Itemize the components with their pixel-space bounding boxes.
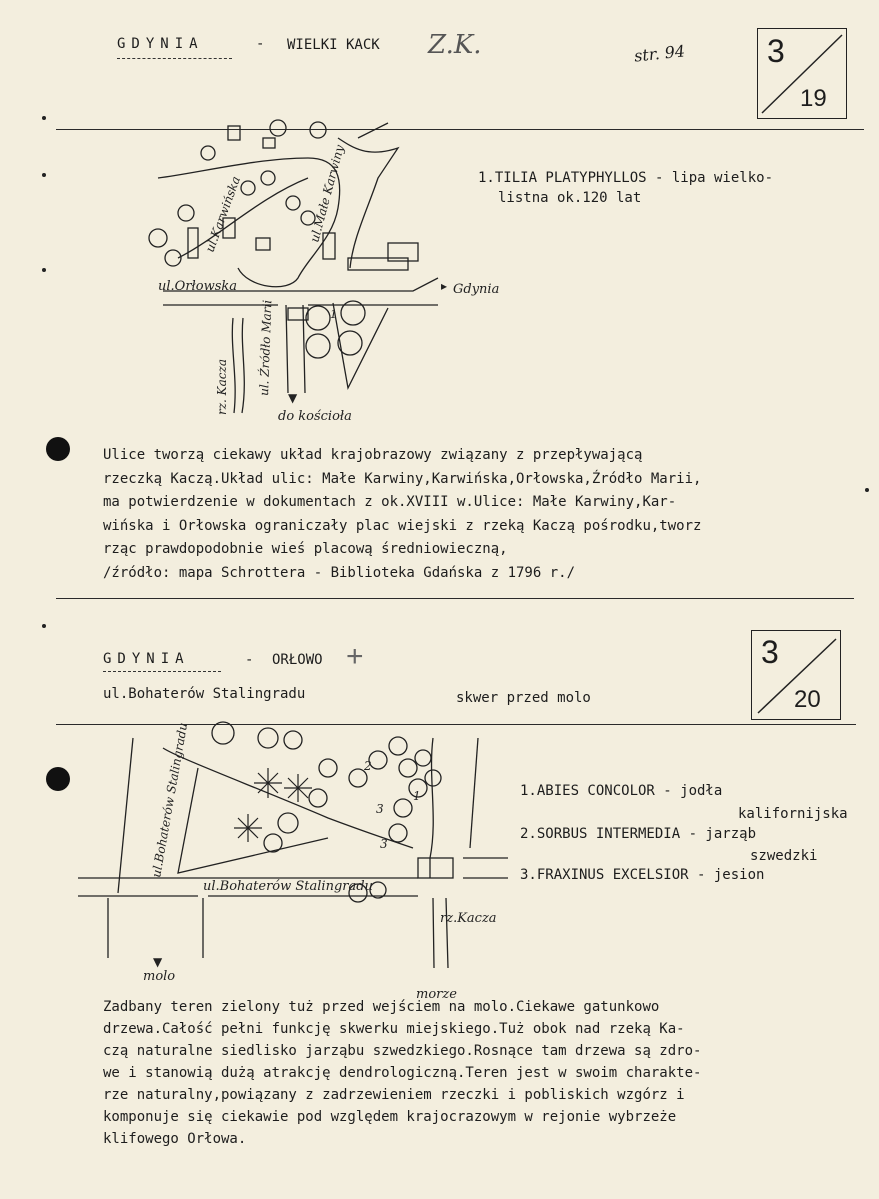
map2-num-2: 2: [364, 759, 372, 773]
map1-label-kacza: rz. Kacza: [215, 358, 229, 415]
entry1-district: WIELKI KACK: [287, 37, 380, 53]
entry2-place: skwer przed molo: [456, 690, 591, 706]
svg-text:▼: ▼: [288, 391, 298, 405]
entry2-number-top: 3: [761, 634, 779, 670]
map2-num-3a: 3: [376, 802, 384, 816]
map1-label-kosciola: do kościoła: [278, 409, 352, 424]
map1-label-karwinska: ul.Karwińska: [202, 174, 244, 255]
entry2-desc-line: we i stanowią dużą atrakcję dendrologiczną.Teren jest w swoim charakte-: [103, 1065, 702, 1081]
entry1-page-ref: str. 94: [633, 41, 686, 66]
punch-hole-bottom: [46, 767, 70, 791]
entry1-description: [103, 444, 701, 585]
square-outline: [178, 768, 328, 873]
map2-label-bohaterow-horizontal: ul.Bohaterów Stalingradu: [203, 879, 373, 894]
entry2-desc-line: klifowego Orłowa.: [103, 1131, 247, 1147]
entry2-district: ORŁOWO: [272, 652, 323, 668]
map2-label-bohaterow-vertical: ul.Bohaterów Stalingradu: [149, 721, 191, 879]
entry2-street: ul.Bohaterów Stalingradu: [103, 686, 306, 702]
entry2-tree-line-3: 2.SORBUS INTERMEDIA - jarząb: [520, 826, 757, 842]
entry1-number-box: [757, 28, 847, 119]
entry2-description: [103, 996, 701, 1150]
entry1-hand-mark: Z.K.: [428, 30, 482, 60]
entry1-desc-line: Ulice tworzą ciekawy układ krajobrazowy związany z przepływającą: [103, 447, 643, 463]
entry2-sketch-map: [78, 718, 518, 1002]
entry1-desc-line: ma potwierdzenie w dokumentach z ok.XVIII w.Ulice: Małe Karwiny,Kar-: [103, 494, 677, 510]
margin-dot: [42, 116, 46, 120]
margin-dot: [42, 268, 46, 272]
margin-dot: [42, 624, 46, 628]
entry2-tree-line-2: kalifornijska: [738, 806, 848, 822]
map2-num-3b: 3: [380, 837, 388, 851]
map2-label-kacza: rz.Kacza: [440, 911, 497, 926]
entry2-desc-line: Zadbany teren zielony tuż przed wejściem na molo.Ciekawe gatunkowo: [103, 999, 660, 1015]
entry2-city-underline: [103, 671, 221, 672]
entry1-desc-line: wińska i Orłowska ograniczały plac wiejski z rzeką Kaczą pośrodku,tworz: [103, 517, 702, 534]
entry1-desc-line: rząc prawdopodobnie wieś placową średniowieczną,: [103, 541, 508, 557]
entry1-number-bottom: 19: [800, 85, 827, 112]
entry1-city: GDYNIA: [117, 36, 204, 52]
map2-num-1: 1: [413, 789, 421, 803]
margin-dot: [865, 488, 869, 492]
entry1-tree-line-1: 1.TILIA PLATYPHYLLOS - lipa wielko-: [478, 170, 774, 186]
map1-number: 1: [330, 308, 337, 321]
river-kacza: [232, 318, 244, 413]
punch-hole-top: [46, 437, 70, 461]
road-left-edge: [118, 738, 133, 893]
entry1-desc-line: rzeczką Kaczą.Układ ulic: Małe Karwiny,Karwińska,Orłowska,Źródło Marii,: [103, 470, 702, 487]
map1-label-male-karwiny: ul.Małe Karwiny: [307, 143, 347, 244]
entry2-number-bottom: 20: [794, 686, 821, 713]
entry2-dash: -: [245, 652, 254, 668]
entry2-city: GDYNIA: [103, 651, 190, 667]
entry2-tree-line-1: 1.ABIES CONCOLOR - jodła: [520, 783, 723, 799]
entry1-number-top: 3: [767, 33, 785, 69]
entry2-tree-line-4: szwedzki: [750, 848, 818, 864]
map2-label-morze: morze: [416, 987, 457, 1002]
entry1-desc-line: /źródło: mapa Schrottera - Biblioteka Gdańska z 1796 r./: [103, 564, 576, 581]
svg-text:▼: ▼: [153, 955, 163, 969]
section-divider: [56, 598, 854, 599]
entry1-city-underline: [117, 58, 232, 59]
entry2-desc-line: czą naturalne siedlisko jarząbu szwedzkiego.Rosnące tam drzewa są zdro-: [103, 1043, 702, 1059]
margin-dot: [42, 173, 46, 177]
entry2-tree-line-5: 3.FRAXINUS EXCELSIOR - jesion: [520, 867, 765, 883]
entry2-desc-line: komponuje się ciekawie pod względem krajocrazowym w rejonie wybrzeże: [103, 1109, 677, 1125]
map2-label-molo: molo: [143, 969, 176, 984]
svg-text:▸: ▸: [441, 279, 448, 293]
map1-label-gdynia: Gdynia: [453, 282, 500, 297]
entry1-dash: -: [256, 36, 265, 52]
entry1-tree-line-2: listna ok.120 lat: [498, 190, 642, 206]
entry1-sketch-map: [138, 118, 538, 428]
entry2-desc-line: rze naturalny,powiązany z zadrzewieniem rzeczki i pobliskich wzgórz i: [103, 1087, 685, 1103]
entry2-hand-mark: +: [346, 640, 364, 673]
entry2-desc-line: drzewa.Całość pełni funkcję skwerku miejskiego.Tuż obok nad rzeką Ka-: [103, 1021, 685, 1037]
map1-label-zrodlo: ul. Źródło Marii: [257, 299, 275, 397]
entry2-number-box: [751, 630, 841, 720]
map1-label-orlowska: ul.Orłowska: [158, 279, 238, 294]
